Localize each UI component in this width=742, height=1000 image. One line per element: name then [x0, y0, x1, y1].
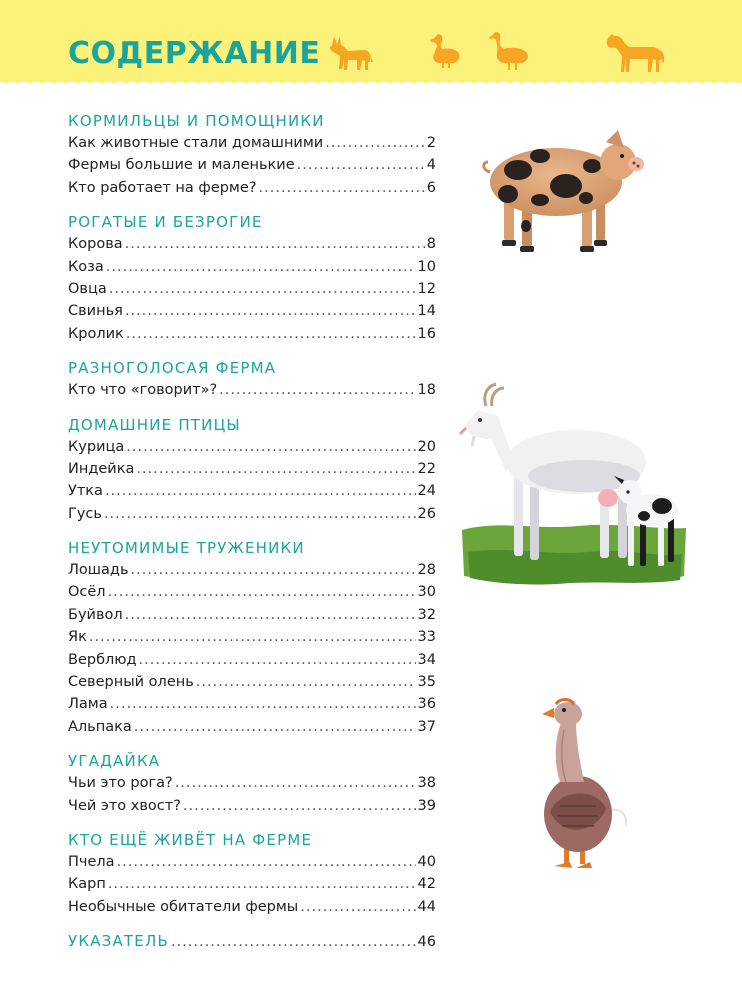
page-number: 44: [417, 898, 436, 915]
page-number: 35: [417, 674, 436, 691]
toc-section-index: [68, 930, 436, 952]
pig-illustration: [478, 126, 646, 256]
entry-label: Верблюд: [68, 651, 137, 668]
leader-dots: [109, 278, 416, 300]
page-number: 33: [417, 629, 436, 646]
leader-dots: [125, 233, 425, 255]
entry-label: Чьи это рога?: [68, 775, 173, 792]
leader-dots: [134, 716, 416, 738]
toc-entry[interactable]: [68, 256, 436, 278]
entry-label: Буйвол: [68, 606, 123, 623]
leader-dots: [106, 256, 416, 278]
duck-icon: [428, 32, 462, 70]
toc-entry[interactable]: [68, 671, 436, 693]
entry-label: Кто работает на ферме?: [68, 179, 257, 196]
toc-entry[interactable]: [68, 873, 436, 895]
toc-entry[interactable]: [68, 851, 436, 873]
toc-entry[interactable]: [68, 626, 436, 648]
toc-section: [68, 414, 436, 526]
entry-label: Как животные стали домашними: [68, 135, 324, 151]
toc-entry[interactable]: [68, 559, 436, 581]
entry-label: Як: [68, 629, 87, 646]
toc-section: [68, 357, 436, 401]
toc-entry[interactable]: [68, 716, 436, 738]
leader-dots: [126, 323, 416, 345]
page-number: 6: [426, 179, 436, 196]
page-number: 20: [417, 438, 436, 455]
leader-dots: [126, 436, 415, 458]
page-number: 39: [417, 797, 436, 814]
section-title[interactable]: ДОМАШНИЕ ПТИЦЫ: [68, 415, 241, 434]
toc-entry[interactable]: [68, 772, 436, 794]
table-of-contents: [68, 110, 436, 965]
section-title[interactable]: РОГАТЫЕ И БЕЗРОГИЕ: [68, 213, 263, 232]
page-number: 26: [417, 505, 436, 522]
leader-dots: [108, 873, 416, 895]
page-number: 22: [417, 460, 436, 477]
page-number: 18: [417, 382, 436, 399]
section-title[interactable]: НЕУТОМИМЫЕ ТРУЖЕНИКИ: [68, 539, 305, 558]
page-number: 42: [417, 876, 436, 893]
toc-section: [68, 750, 436, 817]
page-number: 12: [417, 280, 436, 297]
entry-label: Фермы большие и маленькие: [68, 157, 295, 174]
entry-label: Северный олень: [68, 674, 194, 691]
entry-label: Чей это хвост?: [68, 797, 181, 814]
leader-dots: [139, 649, 416, 671]
horse-icon: [604, 30, 666, 74]
entry-label: Карп: [68, 876, 106, 893]
page-number: 16: [417, 325, 436, 342]
toc-entry[interactable]: [68, 233, 436, 255]
page-number: 38: [417, 775, 436, 792]
page-number: 10: [417, 258, 436, 275]
goose-icon: [488, 30, 532, 72]
leader-dots: [219, 379, 415, 401]
leader-dots: [117, 851, 416, 873]
toc-entry[interactable]: [68, 604, 436, 626]
index-entry[interactable]: [68, 930, 436, 952]
leader-dots: [89, 626, 416, 648]
entry-label: Свинья: [68, 303, 123, 320]
toc-section: [68, 537, 436, 738]
toc-entry[interactable]: [68, 458, 436, 480]
entry-label: Лошадь: [68, 562, 129, 579]
toc-entry[interactable]: [68, 278, 436, 300]
goose-illustration: [540, 690, 640, 874]
entry-label: Гусь: [68, 505, 102, 522]
leader-dots: [183, 795, 416, 817]
donkey-icon: [328, 32, 374, 72]
page-number: 34: [417, 651, 436, 668]
toc-entry[interactable]: [68, 379, 436, 401]
entry-label: Пчела: [68, 853, 115, 870]
toc-section: [68, 829, 436, 918]
leader-dots: [108, 581, 416, 603]
leader-dots: [297, 154, 425, 176]
toc-entry[interactable]: [68, 896, 436, 918]
leader-dots: [105, 480, 416, 502]
page-number: 14: [417, 303, 436, 320]
toc-entry[interactable]: [68, 693, 436, 715]
page-number: 37: [417, 718, 436, 735]
leader-dots: [104, 503, 416, 525]
goat-with-kid-illustration: [458, 380, 688, 602]
toc-entry[interactable]: [68, 154, 436, 176]
leader-dots: [131, 559, 416, 581]
entry-label: Осёл: [68, 584, 106, 601]
toc-section: [68, 211, 436, 345]
page-number: 36: [417, 696, 436, 713]
leader-dots: [259, 177, 425, 199]
leader-dots: [196, 671, 416, 693]
page-number: 32: [417, 606, 436, 623]
toc-entry[interactable]: [68, 300, 436, 322]
leader-dots: [110, 693, 416, 715]
leader-dots: [175, 772, 416, 794]
entry-label: Необычные обитатели фермы: [68, 898, 299, 915]
index-label: УКАЗАТЕЛЬ: [68, 932, 169, 951]
entry-label: Альпака: [68, 718, 132, 735]
entry-label: Корова: [68, 236, 123, 253]
page-number: 40: [417, 853, 436, 870]
toc-entry[interactable]: [68, 503, 436, 525]
toc-entry[interactable]: [68, 649, 436, 671]
page-title: СОДЕРЖАНИЕ: [68, 36, 321, 71]
toc-entry[interactable]: [68, 132, 436, 154]
toc-entry[interactable]: [68, 480, 436, 502]
entry-label: Утка: [68, 483, 103, 500]
section-title[interactable]: КОРМИЛЬЦЫ И ПОМОЩНИКИ: [68, 112, 325, 130]
page-number: 24: [417, 483, 436, 500]
section-title[interactable]: РАЗНОГОЛОСАЯ ФЕРМА: [68, 359, 277, 378]
page-number: 2: [426, 135, 436, 151]
leader-dots: [171, 931, 416, 953]
page-number: 8: [426, 236, 436, 253]
entry-label: Лама: [68, 696, 108, 713]
entry-label: Коза: [68, 258, 104, 275]
page-number: 46: [417, 934, 436, 951]
page-number: 28: [417, 562, 436, 579]
entry-label: Кролик: [68, 325, 124, 342]
toc-entry[interactable]: [68, 795, 436, 817]
page-number: 30: [417, 584, 436, 601]
leader-dots: [136, 458, 415, 480]
entry-label: Курица: [68, 438, 125, 455]
section-title[interactable]: КТО ЕЩЁ ЖИВЁТ НА ФЕРМЕ: [68, 830, 313, 849]
entry-label: Овца: [68, 280, 107, 297]
entry-label: Кто что «говорит»?: [68, 382, 218, 399]
section-title[interactable]: УГАДАЙКА: [68, 752, 161, 771]
toc-entry[interactable]: [68, 436, 436, 458]
leader-dots: [125, 300, 416, 322]
toc-entry[interactable]: [68, 581, 436, 603]
toc-section: [68, 110, 436, 199]
page-number: 4: [426, 157, 436, 174]
leader-dots: [300, 896, 415, 918]
toc-entry[interactable]: [68, 177, 436, 199]
toc-entry[interactable]: [68, 323, 436, 345]
leader-dots: [325, 132, 425, 154]
entry-label: Индейка: [68, 460, 135, 477]
leader-dots: [125, 604, 416, 626]
